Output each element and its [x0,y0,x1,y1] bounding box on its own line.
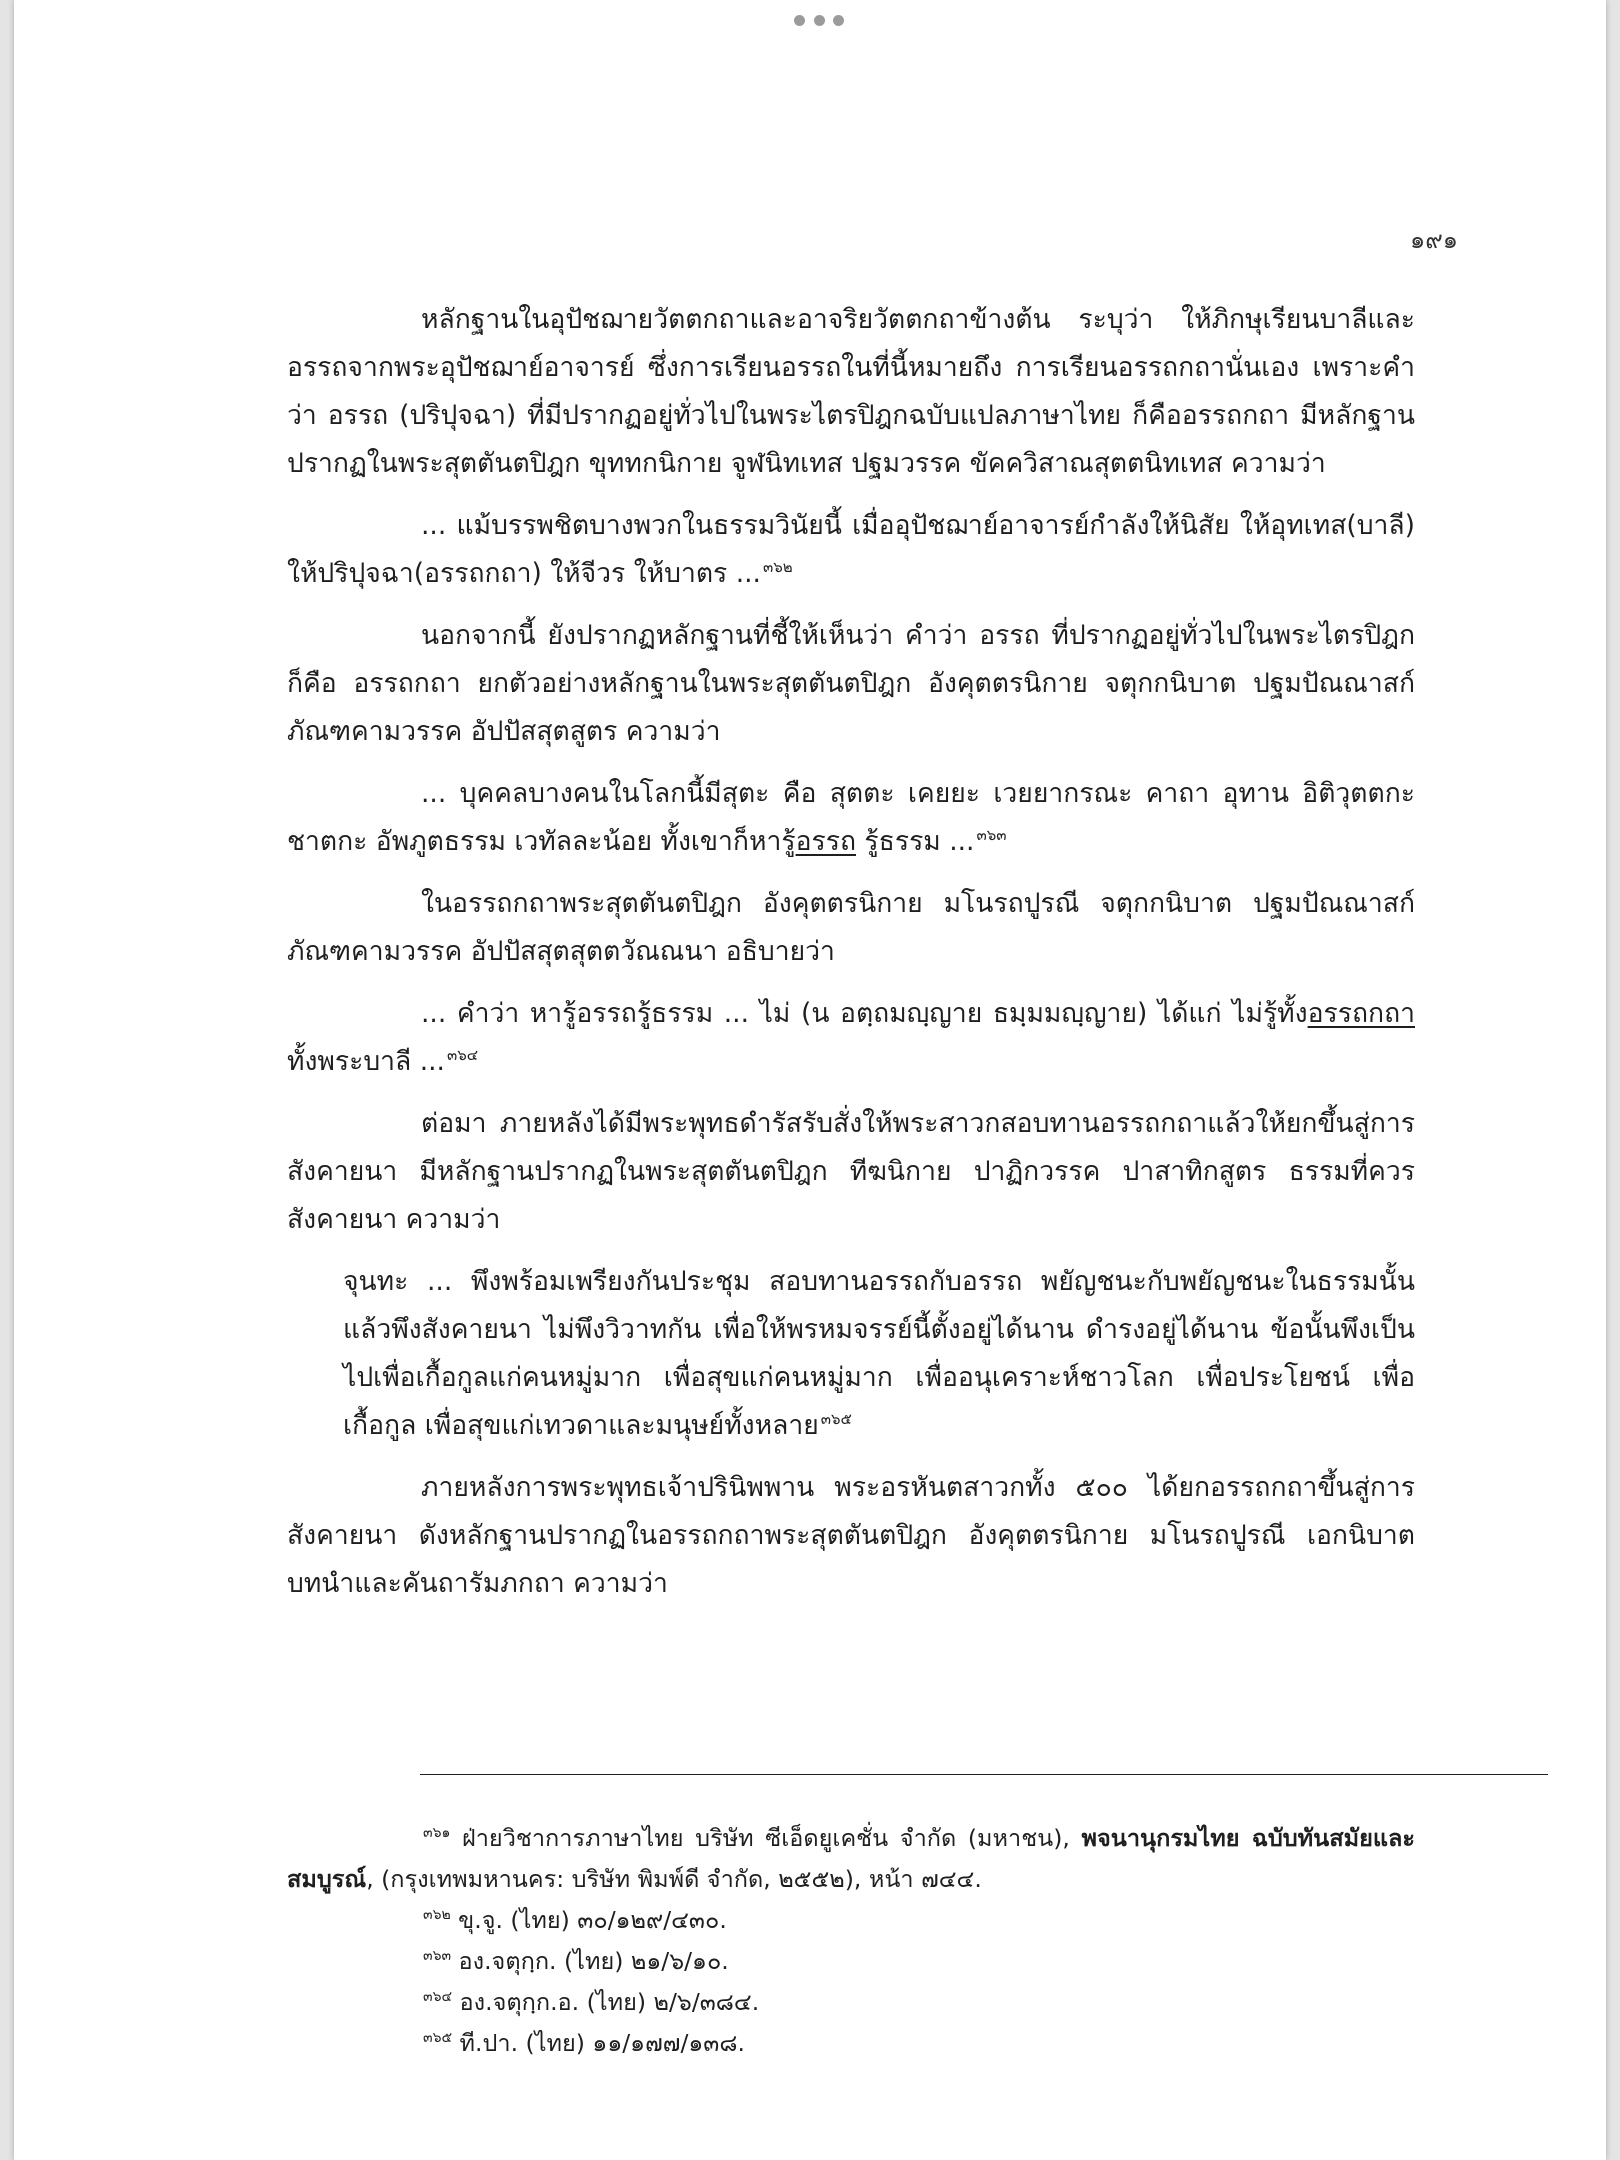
block-quote: จุนทะ ... พึงพร้อมเพรียงกันประชุม สอบทานอรรถกับอรรถ พยัญชนะกับพยัญชนะในธรรมนั้น แล้วพึงสังคายนา ไม่พึงวิวาทกัน เพื่อให้พรหมจรรย์นี้ตั้งอยู่ได้นาน ดำรงอยู่ได้นาน ข้อนั้นพึงเป็นไปเพื่อเกื้อกูลแก่คนหมู่มาก เพื่อสุขแก่คนหมู่มาก เพื่ออนุเคราะห์ชาวโลก เพื่อประโยชน์ เพื่อเกื้อกูล เพื่อสุขแก่เทวดาและมนุษย์ทั้งหลาย $^{๓๖๕}$ [343,1266,1415,1441]
footnote: $^{๓๖๕}$ ที.ปา. (ไทย) ๑๑/๑๗๗/๑๓๘. [423,2029,745,2057]
quote-paragraph: ... แม้บรรพชิตบางพวกในธรรมวินัยนี้ เมื่ออุปัชฌาย์อาจารย์กำลังให้นิสัย ให้อุทเทส(บาลี) ให้ปริปุจฉา(อรรถกถา) ให้จีวร ให้บาตร ... $^{๓๖๒}$ [287,510,1415,589]
body-text [287,296,1415,1622]
footnote-ref[interactable]: ๓๖๔ [446,1046,479,1065]
book-title: พจนานุกรมไทย ฉบับทันสมัยและสมบูรณ์ [287,1824,1416,1893]
dot [794,15,805,26]
quote-paragraph: ... คำว่า หารู้อรรถรู้ธรรม ... ไม่ (น อตฺถมญฺญาย ธมฺมมญฺญาย) ได้แก่ ไม่รู้ทั้งอรรถกถาทั้งพระบาลี ... $^{๓๖๔}$ [287,998,1415,1077]
more-options-icon[interactable] [794,10,844,30]
paragraph: หลักฐานในอุปัชฌายวัตตกถาและอาจริยวัตตกถาข้างต้น ระบุว่า ให้ภิกษุเรียนบาลีและอรรถจากพระอุปัชฌาย์อาจารย์ ซึ่งการเรียนอรรถในที่นี้หมายถึง การเรียนอรรถกถานั่นเอง เพราะคำว่า อรรถ (ปริปุจฉา) ที่มีปรากฏอยู่ทั่วไปในพระไตรปิฎกฉบับแปลภาษาไทย ก็คืออรรถกถา มีหลักฐานปรากฏในพระสุตตันตปิฎก ขุททกนิกาย จูฬนิทเทส ปฐมวรรค ขัคควิสาณสุตตนิทเทส ความว่า [287,304,1415,479]
paragraph: ภายหลังการพระพุทธเจ้าปรินิพพาน พระอรหันตสาวกทั้ง ๕๐๐ ได้ยกอรรถกถาขึ้นสู่การสังคายนา ดังหลักฐานปรากฏในอรรถกถาพระสุตตันตปิฎก อังคุตตรนิกาย มโนรถปูรณี เอกนิบาต บทนำและคันถารัมภกถา ความว่า [287,1472,1415,1599]
footnote-number: ๓๖๑ [423,1825,451,1842]
footnote-number: ๓๖๔ [423,1989,453,2006]
footnote: $^{๓๖๑}$ ฝ่ายวิชาการภาษาไทย บริษัท ซีเอ็ดยูเคชั่น จำกัด (มหาชน), พจนานุกรมไทย ฉบับทันสมัยและสมบูรณ์, (กรุงเทพมหานคร: บริษัท พิมพ์ดี จำกัด, ๒๕๕๒), หน้า ๗๔๔. [287,1824,1416,1893]
page-number: ๑๙๑ [1409,226,1458,254]
footnote-ref[interactable]: ๓๖๓ [976,826,1007,845]
quote-paragraph: ... บุคคลบางคนในโลกนี้มีสุตะ คือ สุตตะ เคยยะ เวยยากรณะ คาถา อุทาน อิติวุตตกะ ชาตกะ อัพภูตธรรม เวทัลละน้อย ทั้งเขาก็หารู้อรรถ รู้ธรรม ... $^{๓๖๓}$ [287,778,1415,857]
underlined-term: อรรถ [795,826,856,857]
footnotes [287,1818,1415,2064]
footnote: $^{๓๖๔}$ อง.จตุกฺก.อ. (ไทย) ๒/๖/๓๘๔. [423,1988,760,2016]
paragraph: ในอรรถกถาพระสุตตันตปิฎก อังคุตตรนิกาย มโนรถปูรณี จตุกกนิบาต ปฐมปัณณาสก์ ภัณฑคามวรรค อัปปัสสุตสุตตวัณณนา อธิบายว่า [287,888,1415,967]
underlined-term: อรรถกถา [1307,998,1415,1029]
paragraph: นอกจากนี้ ยังปรากฏหลักฐานที่ชี้ให้เห็นว่า คำว่า อรรถ ที่ปรากฏอยู่ทั่วไปในพระไตรปิฎก ก็คือ อรรถกถา ยกตัวอย่างหลักฐานในพระสุตตันตปิฎก อังคุตตรนิกาย จตุกกนิบาต ปฐมปัณณาสก์ ภัณฑคามวรรค อัปปัสสุตสูตร ความว่า [287,620,1415,747]
footnote-ref[interactable]: ๓๖๒ [762,558,793,577]
footnote: $^{๓๖๓}$ อง.จตุกฺก. (ไทย) ๒๑/๖/๑๐. [423,1947,729,1975]
dot [833,15,844,26]
footnote-number: ๓๖๕ [423,2030,453,2047]
footnote-separator [420,1774,1548,1775]
footnote-ref[interactable]: ๓๖๕ [820,1410,852,1429]
footnote-number: ๓๖๒ [423,1907,451,1924]
dot [814,15,825,26]
footnote-number: ๓๖๓ [423,1948,452,1965]
paragraph: ต่อมา ภายหลังได้มีพระพุทธดำรัสรับสั่งให้พระสาวกสอบทานอรรถกถาแล้วให้ยกขึ้นสู่การสังคายนา มีหลักฐานปรากฏในพระสุตตันตปิฎก ทีฆนิกาย ปาฏิกวรรค ปาสาทิกสูตร ธรรมที่ควรสังคายนา ความว่า [287,1108,1415,1235]
footnote: $^{๓๖๒}$ ขุ.จู. (ไทย) ๓๐/๑๒๙/๔๓๐. [423,1906,727,1934]
